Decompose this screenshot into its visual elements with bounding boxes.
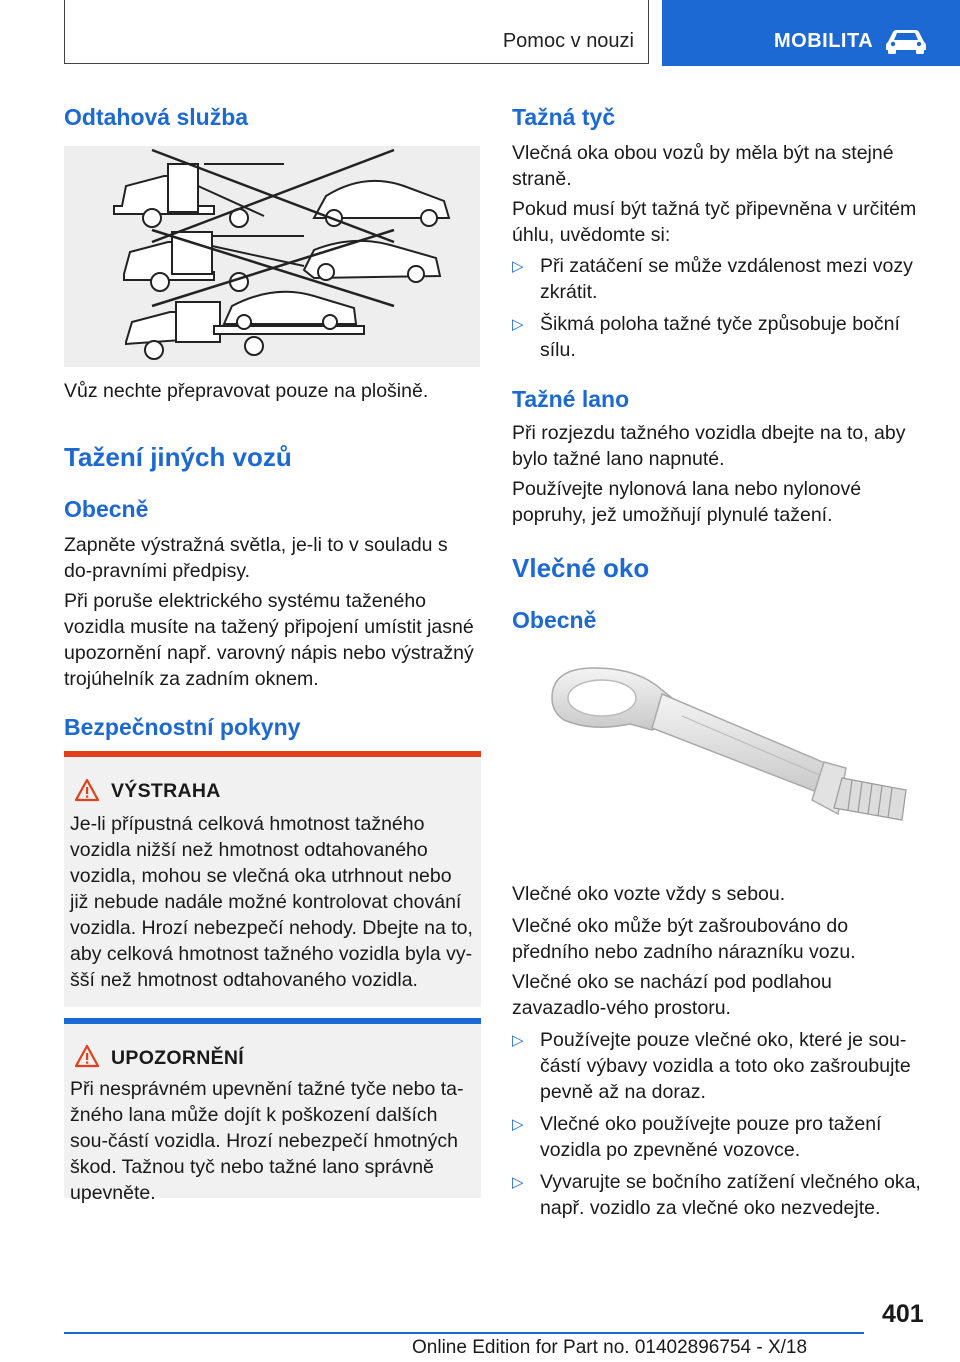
tow-bar-paragraph-1: Vlečná oka obou vozů by měla být na stejné straně. [512,142,894,190]
footer-edition: Online Edition for Part no. 01402896754 - X/18 [412,1337,808,1358]
car-icon [884,28,928,54]
tow-trucks-image [64,146,480,367]
tow-bar-heading: Tažná tyč [512,104,616,130]
tow-bar-paragraph-2: Pokud musí být tažná tyč připevněna v určitém úhlu, uvědomte si: [512,198,917,246]
notice-bar [64,1018,481,1024]
list-item: ▷ Šikmá poloha tažné tyče způsobuje boční sílu. [512,313,900,361]
warning-label: VÝSTRAHA [111,780,221,802]
page-header [0,0,960,66]
towing-service-caption: Vůz nechte přepravovat pouze na plošině. [64,380,429,402]
tow-rope-paragraph-2: Používejte nylonová lana nebo nylonové popruhy, jež umožňují plynulé tažení. [512,478,862,526]
tow-bar-bullets [512,253,922,363]
warning-bar [64,751,481,757]
header-section-box [64,0,649,64]
page-number: 401 [882,1300,924,1328]
header-section-title: Pomoc v nouzi [502,30,634,52]
towing-service-heading: Odtahová služba [64,104,249,130]
towing-illustration [64,146,480,367]
safety-heading: Bezpečnostní pokyny [64,714,301,740]
towing-other-paragraph-1: Zapněte výstražná světla, je-li to v souladu s do-pravními předpisy. [64,534,448,582]
tow-eye-bullets [512,1027,922,1221]
tow-eye-heading: Vlečné oko [512,553,650,583]
footer-rule [64,1332,864,1334]
warning-triangle-icon [74,778,100,802]
header-tab-label: MOBILITA [774,30,874,52]
towing-other-paragraph-2: Při poruše elektrického systému taženého vozidla musíte na tažený připojení umístit jasné upozornění např. varovný nápis nebo výstražný trojúhelník za zadním oknem. [64,590,474,690]
list-item: ▷ Používejte pouze vlečné oko, které je sou-částí výbavy vozidla a toto oko zašroubujte pevně až na doraz. [512,1029,911,1103]
notice-triangle-icon [74,1044,100,1068]
bullet-icon: ▷ [512,316,524,333]
notice-box [64,1018,481,1204]
bullet-icon: ▷ [512,1116,524,1133]
tow-eye-paragraph-2: Vlečné oko může být zašroubováno do předního nebo zadního nárazníku vozu. [512,915,856,963]
towing-other-heading: Tažení jiných vozů [64,442,292,472]
bullet-icon: ▷ [512,258,524,275]
tow-rope-heading: Tažné lano [512,386,630,412]
list-item: ▷ Vyvarujte se bočního zatížení vlečného oka, např. vozidlo za vlečné oko nezvedejte. [512,1171,921,1219]
tow-eye-paragraph-3: Vlečné oko se nachází pod podlahou zavazadlo-vého prostoru. [512,971,832,1019]
tow-rope-paragraph-1: Při rozjezdu tažného vozidla dbejte na to, aby bylo tažné lano napnuté. [512,422,906,470]
list-item: ▷ Vlečné oko používejte pouze pro tažení vozidla po zpevněné vozovce. [512,1113,882,1161]
bullet-icon: ▷ [512,1174,524,1191]
tow-eye-illustration [512,650,930,860]
notice-text: Při nesprávném upevnění tažné tyče nebo ta-žného lana může dojít k poškození dalších sou-částí vozidla. Hrozí nebezpečí hmotných škod. Tažnou tyč nebo tažné lano správně upevněte. [70,1078,464,1204]
tow-eye-general-heading: Obecně [512,607,597,633]
list-item: ▷ Při zatáčení se může vzdálenost mezi vozy zkrátit. [512,255,913,303]
bullet-icon: ▷ [512,1032,524,1049]
tow-eye-image [512,650,930,860]
towing-other-general-heading: Obecně [64,496,149,522]
header-chapter-tab[interactable] [662,0,960,66]
tow-eye-paragraph-1: Vlečné oko vozte vždy s sebou. [512,883,786,905]
warning-box [64,751,481,1007]
notice-label: UPOZORNĚNÍ [111,1047,245,1069]
warning-text: Je-li přípustná celková hmotnost tažného vozidla nižší než hmotnost odtahovaného vozidla, mohou se vlečná oka utrhnout nebo již nebude nadále možné kontrolovat chování vozidla. Hrozí nebezpečí nehody. Dbejte na to, aby celková hmotnost tažného vozidla byla vy-šší než hmotnost odtahovaného vozidla. [70,813,473,991]
